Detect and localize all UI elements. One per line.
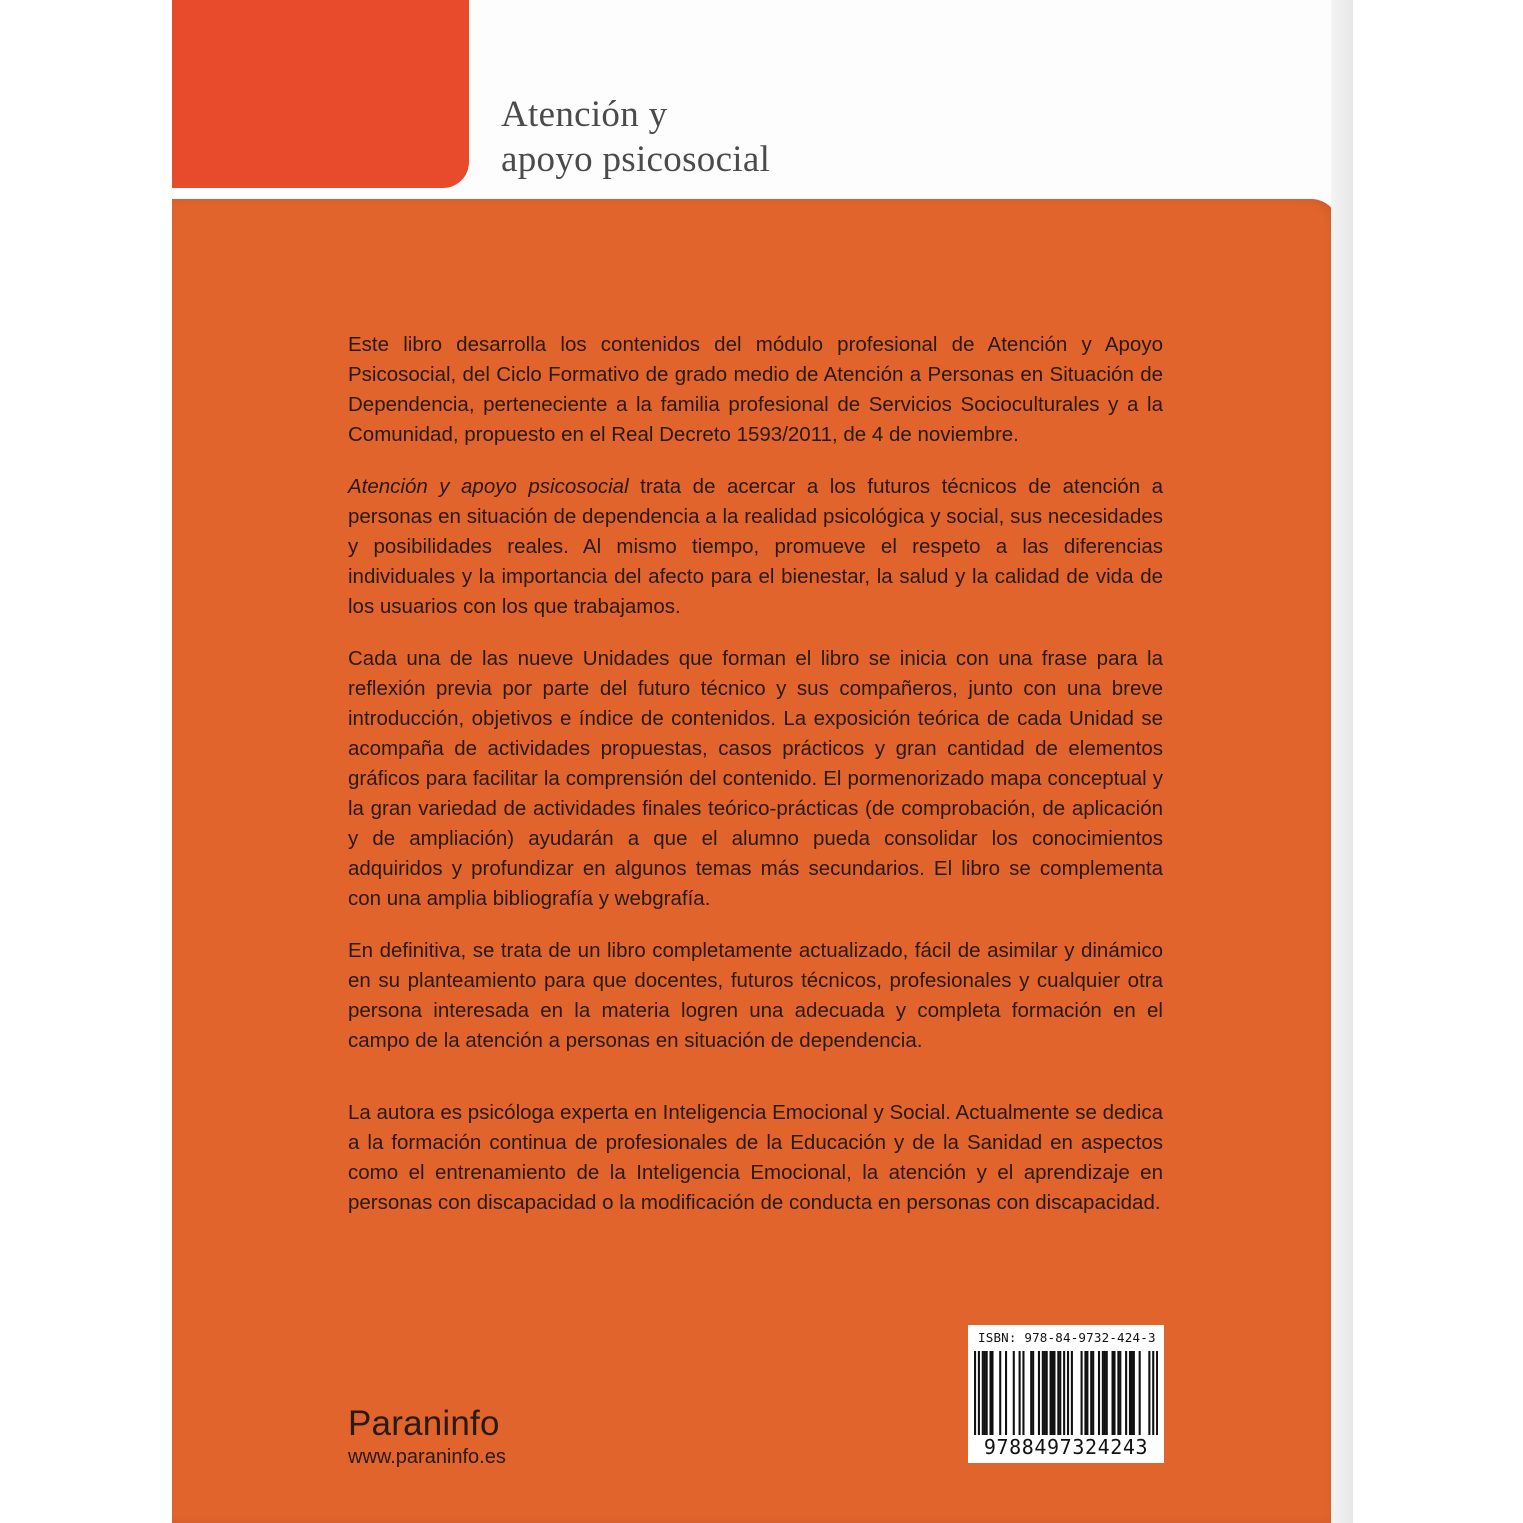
paragraph-summary: En definitiva, se trata de un libro completamente actualizado, fácil de asimilar y dinámico en su planteamiento para que docentes, futuros técnicos, profesionales y cualquier otra persona interesada en la materia logren una adecuada y completa formación en el campo de la atención a personas en situación de dependencia. — [348, 939, 1163, 1052]
barcode-bar — [1117, 1351, 1119, 1435]
paragraph-purpose — [348, 472, 1163, 622]
barcode-bar — [1086, 1351, 1088, 1435]
barcode-bar — [1102, 1351, 1104, 1435]
publisher-logo-text: Paraninfo — [348, 1404, 500, 1443]
isbn-label: ISBN: 978-84-9732-424-3 — [978, 1330, 1156, 1345]
barcode-digits: 9788497324243 — [983, 1435, 1149, 1459]
barcode-bar — [986, 1351, 988, 1435]
barcode-bar — [984, 1351, 986, 1435]
barcode-bar — [978, 1351, 980, 1435]
isbn-barcode — [968, 1325, 1164, 1463]
barcode-bar — [1152, 1351, 1154, 1435]
barcode-bar — [1030, 1351, 1032, 1435]
barcode-bar — [1131, 1351, 1133, 1435]
barcode-bar — [1067, 1351, 1069, 1435]
barcode-bar — [1156, 1351, 1158, 1435]
paragraph-author: La autora es psicóloga experta en Inteligencia Emocional y Social. Actualmente se dedica a la formación continua de profesionales de la Educación y de la Sanidad en aspectos como el entrenamiento de la Inteligencia Emocional, la atención y el aprendizaje en personas con discapacidad o la modificación de conducta en personas con discapacidad. — [348, 1101, 1163, 1214]
barcode-bar — [1059, 1351, 1061, 1435]
barcode-bar — [1129, 1351, 1131, 1435]
barcode-bar — [1148, 1351, 1150, 1435]
italic-book-title: Atención y apoyo psicosocial — [348, 475, 629, 498]
barcode-bar — [1053, 1351, 1055, 1435]
book-back-cover — [172, 0, 1353, 1523]
cover-edge-shadow — [1331, 0, 1353, 1523]
barcode-bar — [1113, 1351, 1115, 1435]
barcode-bar — [982, 1351, 984, 1435]
barcode-bar — [1038, 1351, 1040, 1435]
barcode-bar — [1022, 1351, 1024, 1435]
book-title-line2: apoyo psicosocial — [501, 139, 771, 180]
barcode-bar — [1019, 1351, 1021, 1435]
book-title-line1: Atención y — [501, 94, 668, 135]
barcode-bar — [1119, 1351, 1121, 1435]
barcode-bar — [1081, 1351, 1083, 1435]
barcode-bar — [989, 1351, 991, 1435]
barcode-bar — [1051, 1351, 1053, 1435]
barcode-bar — [1042, 1351, 1044, 1435]
barcode-bar — [1090, 1351, 1092, 1435]
blurb-text — [348, 330, 1163, 1240]
barcode-bar — [991, 1351, 993, 1435]
publisher-block — [348, 1404, 506, 1470]
barcode-bar — [1071, 1351, 1073, 1435]
barcode-bar — [1106, 1351, 1108, 1435]
barcode-bar — [1112, 1351, 1114, 1435]
barcode-bar — [1139, 1351, 1141, 1435]
paragraph-intro: Este libro desarrolla los contenidos del módulo profesional de Atención y Apoyo Psicosocial, del Ciclo Formativo de grado medio de Atención a Personas en Situación de Dependencia, perteneciente a la familia profesional de Servicios Socioculturales y a la Comunidad, propuesto en el Real Decreto 1593/2011, de 4 de noviembre. — [348, 333, 1163, 446]
barcode-bar — [1084, 1351, 1086, 1435]
barcode-bar — [1063, 1351, 1065, 1435]
barcode-bar — [1005, 1351, 1007, 1435]
barcode-bars — [974, 1351, 1158, 1435]
barcode-bar — [1098, 1351, 1100, 1435]
paragraph-units: Cada una de las nueve Unidades que forman el libro se inicia con una frase para la reflexión previa por parte del futuro técnico y sus compañeros, junto con una breve introducción, objetivos e índice de contenidos. La exposición teórica de cada Unidad se acompaña de actividades propuestas, casos prácticos y gran cantidad de elementos gráficos para facilitar la comprensión del contenido. El pormenorizado mapa conceptual y la gran variedad de actividades finales teórico-prácticas (de comprobación, de aplicación y de ampliación) ayudarán a que el alumno pueda consolidar los conocimientos adquiridos y profundizar en algunos temas más secundarios. El libro se complementa con una amplia bibliografía y webgrafía. — [348, 647, 1163, 910]
barcode-bar — [1125, 1351, 1127, 1435]
book-title — [501, 92, 1101, 182]
barcode-bar — [1050, 1351, 1052, 1435]
barcode-bar — [1104, 1351, 1106, 1435]
barcode-bar — [1046, 1351, 1048, 1435]
barcode-bar — [1013, 1351, 1015, 1435]
barcode-bar — [974, 1351, 976, 1435]
barcode-bar — [1044, 1351, 1046, 1435]
red-corner-block — [172, 0, 469, 188]
barcode-bar — [999, 1351, 1001, 1435]
publisher-url: www.paraninfo.es — [348, 1446, 506, 1468]
barcode-bar — [1032, 1351, 1034, 1435]
barcode-bar — [1092, 1351, 1094, 1435]
paragraph-purpose-text: trata de acercar a los futuros técnicos de atención a personas en situación de dependencia a la realidad psicológica y social, sus necesidades y posibilidades reales. Al mismo tiempo, promueve el respeto a las diferencias individuales y la importancia del afecto para el bienestar, la salud y la calidad de vida de los usuarios con los que trabajamos. — [348, 475, 1163, 618]
barcode-bar — [1057, 1351, 1059, 1435]
barcode-bar — [1133, 1351, 1135, 1435]
